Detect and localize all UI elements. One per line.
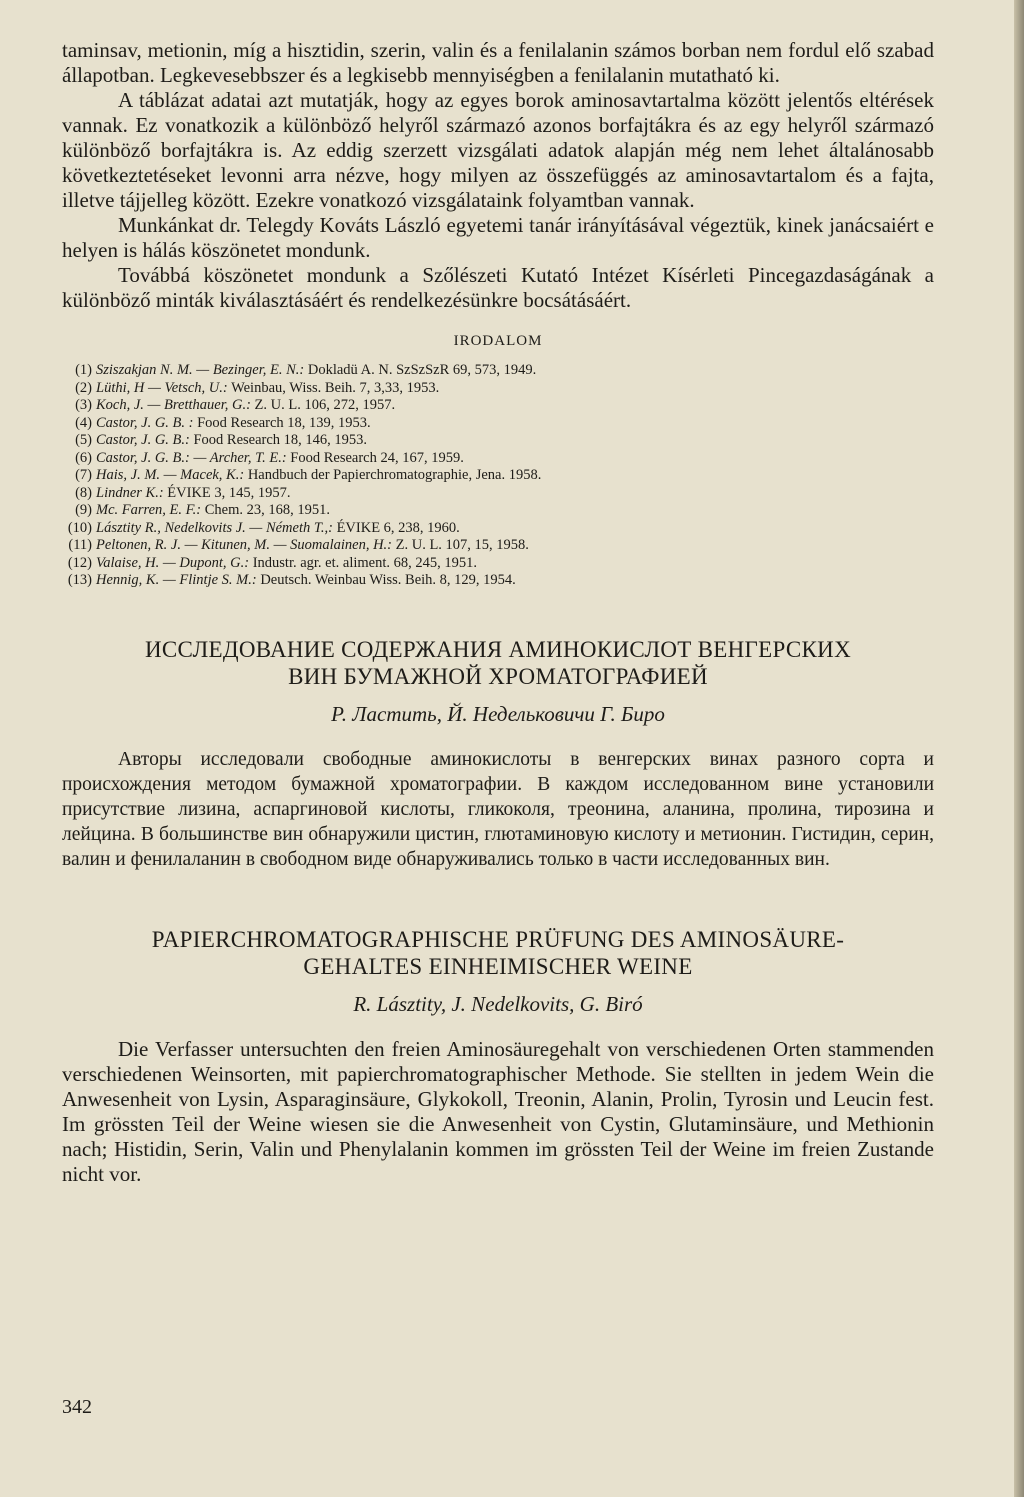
reference-number: (1)	[75, 362, 92, 378]
reference-item	[66, 450, 934, 468]
reference-number: (12)	[67, 554, 92, 571]
body-paragraph-1: taminsav, metionin, míg a hisztidin, szerin, valin és a fenilalanin számos borban nem fordul elő szabad állapotban. Legkevesebbszer és a legkisebb mennyiségben a fenilalanin mutatható ki.	[62, 38, 934, 87]
reference-authors: Sziszakjan N. M. — Bezinger, E. N.:	[96, 362, 305, 378]
reference-list	[66, 362, 934, 590]
reference-number: (8)	[75, 484, 92, 501]
reference-source: Dokladü A. N. SzSzSzR 69, 573, 1949.	[304, 362, 537, 378]
russian-authors: Р. Ластить, Й. Недельковичи Г. Биро	[331, 701, 665, 726]
reference-authors: Peltonen, R. J. — Kitunen, M. — Suomalainen, H.:	[96, 537, 392, 553]
reference-item	[66, 432, 934, 450]
reference-item	[66, 415, 934, 433]
reference-number: (7)	[75, 467, 92, 483]
reference-item	[66, 572, 934, 590]
reference-authors: Castor, J. G. B. :	[96, 414, 194, 431]
reference-number: (13)	[67, 572, 92, 588]
reference-source: Industr. agr. et. aliment. 68, 245, 1951.	[249, 554, 478, 571]
reference-source: ÉVIKE 3, 145, 1957.	[163, 484, 291, 501]
reference-number: (10)	[67, 519, 92, 536]
reference-authors: Lásztity R., Nedelkovits J. — Németh T.,:	[96, 519, 333, 536]
reference-number: (6)	[75, 449, 92, 466]
reference-authors: Castor, J. G. B.: — Archer, T. E.:	[96, 449, 287, 466]
reference-item	[66, 502, 934, 520]
reference-source: Food Research 18, 146, 1953.	[189, 432, 368, 448]
reference-authors: Hennig, K. — Flintje S. M.:	[96, 572, 257, 588]
reference-authors: Koch, J. — Bretthauer, G.:	[96, 397, 251, 413]
reference-authors: Castor, J. G. B.:	[96, 432, 190, 448]
german-title-line-1: PAPIERCHROMATOGRAPHISCHE PRÜFUNG DES AMINOSÄURE-	[151, 926, 845, 952]
reference-item	[66, 467, 934, 485]
reference-source: Handbuch der Papierchromatographie, Jena. 1958.	[244, 467, 542, 483]
body-paragraph-4: Továbbá köszönetet mondunk a Szőlészeti Kutató Intézet Kísérleti Pincegazdaságának a különböző minták kiválasztásáért és rendelkezésünkre bocsátásáért.	[62, 263, 934, 312]
references-heading: IRODALOM	[453, 333, 543, 349]
german-title-line-2: GEHALTES EINHEIMISCHER WEINE	[303, 953, 693, 979]
reference-authors: Mc. Farren, E. F.:	[96, 502, 202, 518]
reference-source: Chem. 23, 168, 1951.	[201, 502, 330, 518]
reference-item	[66, 362, 934, 380]
reference-number: (4)	[75, 414, 92, 431]
reference-number: (2)	[75, 379, 92, 396]
body-paragraph-3: Munkánkat dr. Telegdy Kováts László egyetemi tanár irányításával végeztük, kinek janácsaiért e helyen is hálás köszönetet mondunk.	[62, 213, 934, 262]
reference-source: Deutsch. Weinbau Wiss. Beih. 8, 129, 1954.	[256, 572, 516, 588]
reference-item	[66, 380, 934, 398]
body-paragraph-2: A táblázat adatai azt mutatják, hogy az egyes borok aminosavtartalma között jelentős eltérések vannak. Ez vonatkozik a különböző helyről származó azonos borfajtákra és az egy helyről származó különböző borfajtákra is. Az eddig szerzett vizsgálati adatok alapján még nem lehet általánosabb következtetéseket levonni arra nézve, hogy milyen az összefüggés az aminosavtartalom és a fajta, illetve tájjelleg között. Ezekre vonatkozó vizsgálataink folyamtban vannak.	[62, 88, 934, 212]
reference-authors: Hais, J. M. — Macek, K.:	[96, 467, 245, 483]
reference-source: Food Research 18, 139, 1953.	[193, 414, 371, 431]
reference-source: Z. U. L. 106, 272, 1957.	[250, 397, 396, 413]
reference-item	[66, 555, 934, 573]
german-abstract: Die Verfasser untersuchten den freien Aminosäuregehalt von verschiedenen Orten stammenden verschiedenen Weinsorten, mit papierchromatographischer Methode. Sie stellten in jedem Wein die Anwesenheit von Lysin, Asparaginsäure, Glykokoll, Treonin, Alanin, Prolin, Tyrosin und Leucin fest. Im grössten Teil der Weine wiesen sie die Anwesenheit von Cystin, Glutaminsäure, und Methionin nach; Histidin, Serin, Valin und Phenylalanin kommen im grössten Teil der Weine im freien Zustande nicht vor.	[62, 1036, 934, 1186]
reference-item	[66, 485, 934, 503]
reference-number: (11)	[68, 537, 92, 553]
reference-item	[66, 397, 934, 415]
reference-source: ÉVIKE 6, 238, 1960.	[332, 519, 460, 536]
russian-abstract: Авторы исследовали свободные аминокислоты в венгерских винах разного сорта и происхождения методом бумажной хроматографии. В каждом исследованном вине установили присутствие лизина, аспаргиновой кислоты, гликоколя, треонина, аланина, пролина, тирозина и лейцина. В большинстве вин обнаружили цистин, глютаминовую кислоту и метионин. Гистидин, серин, валин и фенилаланин в свободном виде обнаруживались только в части исследованных вин.	[62, 748, 934, 870]
page-edge-shadow	[1014, 0, 1024, 1497]
page-content	[62, 38, 934, 1187]
russian-title-line-2: ВИН БУМАЖНОЙ ХРОМАТОГРАФИЕЙ	[288, 663, 708, 689]
reference-source: Food Research 24, 167, 1959.	[286, 449, 464, 466]
reference-number: (5)	[75, 432, 92, 448]
german-authors: R. Lásztity, J. Nedelkovits, G. Biró	[353, 991, 643, 1016]
reference-number: (9)	[75, 502, 92, 518]
reference-source: Z. U. L. 107, 15, 1958.	[392, 537, 529, 553]
reference-authors: Lindner K.:	[96, 484, 164, 501]
page-number: 342	[62, 1396, 92, 1418]
reference-source: Weinbau, Wiss. Beih. 7, 3,33, 1953.	[227, 379, 440, 396]
reference-item	[66, 537, 934, 555]
reference-number: (3)	[75, 397, 92, 413]
reference-item	[66, 520, 934, 538]
reference-authors: Valaise, H. — Dupont, G.:	[96, 554, 250, 571]
reference-authors: Lüthi, H — Vetsch, U.:	[96, 379, 228, 396]
russian-title-line-1: ИССЛЕДОВАНИЕ СОДЕРЖАНИЯ АМИНОКИСЛОТ ВЕНГЕРСКИХ	[145, 636, 851, 662]
